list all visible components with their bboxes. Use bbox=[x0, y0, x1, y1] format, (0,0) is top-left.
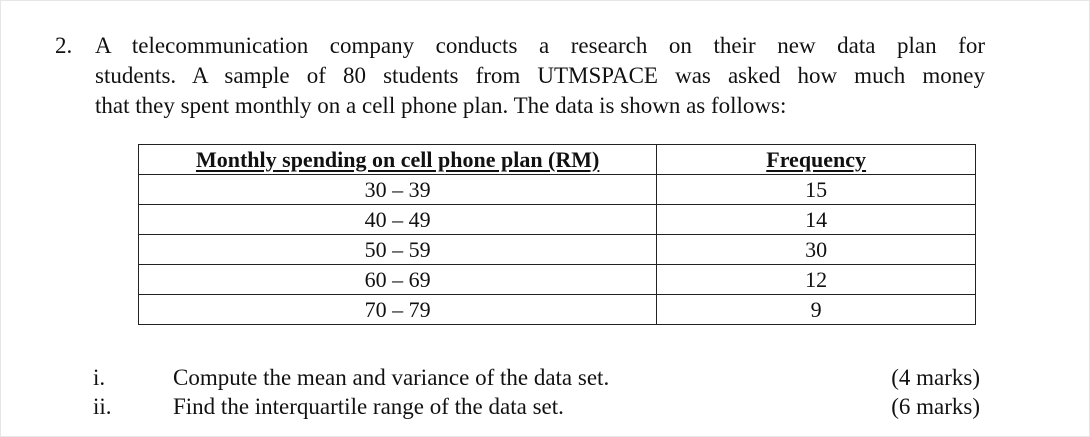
spending-class-cell: 40 – 49 bbox=[139, 205, 657, 235]
spending-class-cell: 30 – 39 bbox=[139, 175, 657, 205]
subquestion-text-i: Compute the mean and variance of the data set. bbox=[173, 365, 610, 390]
table-row bbox=[139, 265, 976, 295]
question-number: 2. bbox=[55, 33, 73, 58]
table-row bbox=[139, 235, 976, 265]
spending-class-cell: 60 – 69 bbox=[139, 265, 657, 295]
frequency-cell: 12 bbox=[657, 265, 976, 295]
subquestion-marks-i: (4 marks) bbox=[891, 365, 980, 390]
frequency-cell: 14 bbox=[657, 205, 976, 235]
spending-class-cell: 70 – 79 bbox=[139, 295, 657, 325]
frequency-cell: 30 bbox=[657, 235, 976, 265]
subquestion-label-ii: ii. bbox=[93, 394, 112, 419]
question-line-1: A telecommunication company conducts a research on their new data plan for bbox=[95, 33, 985, 58]
column-header-frequency: Frequency bbox=[657, 145, 976, 175]
frequency-cell: 9 bbox=[657, 295, 976, 325]
frequency-cell: 15 bbox=[657, 175, 976, 205]
spending-frequency-table bbox=[138, 144, 976, 325]
subquestion-text-ii: Find the interquartile range of the data set. bbox=[173, 394, 564, 419]
table-row bbox=[139, 175, 976, 205]
question-line-3: that they spent monthly on a cell phone plan. The data is shown as follows: bbox=[95, 93, 787, 118]
subquestion-label-i: i. bbox=[93, 365, 106, 390]
question-line-2: students. A sample of 80 students from UTMSPACE was asked how much money bbox=[95, 63, 985, 88]
column-header-spending: Monthly spending on cell phone plan (RM) bbox=[139, 145, 657, 175]
subquestion-marks-ii: (6 marks) bbox=[891, 394, 980, 419]
table-header-row bbox=[139, 145, 976, 175]
question-text bbox=[95, 31, 985, 121]
spending-class-cell: 50 – 59 bbox=[139, 235, 657, 265]
table-row bbox=[139, 295, 976, 325]
table-row bbox=[139, 205, 976, 235]
